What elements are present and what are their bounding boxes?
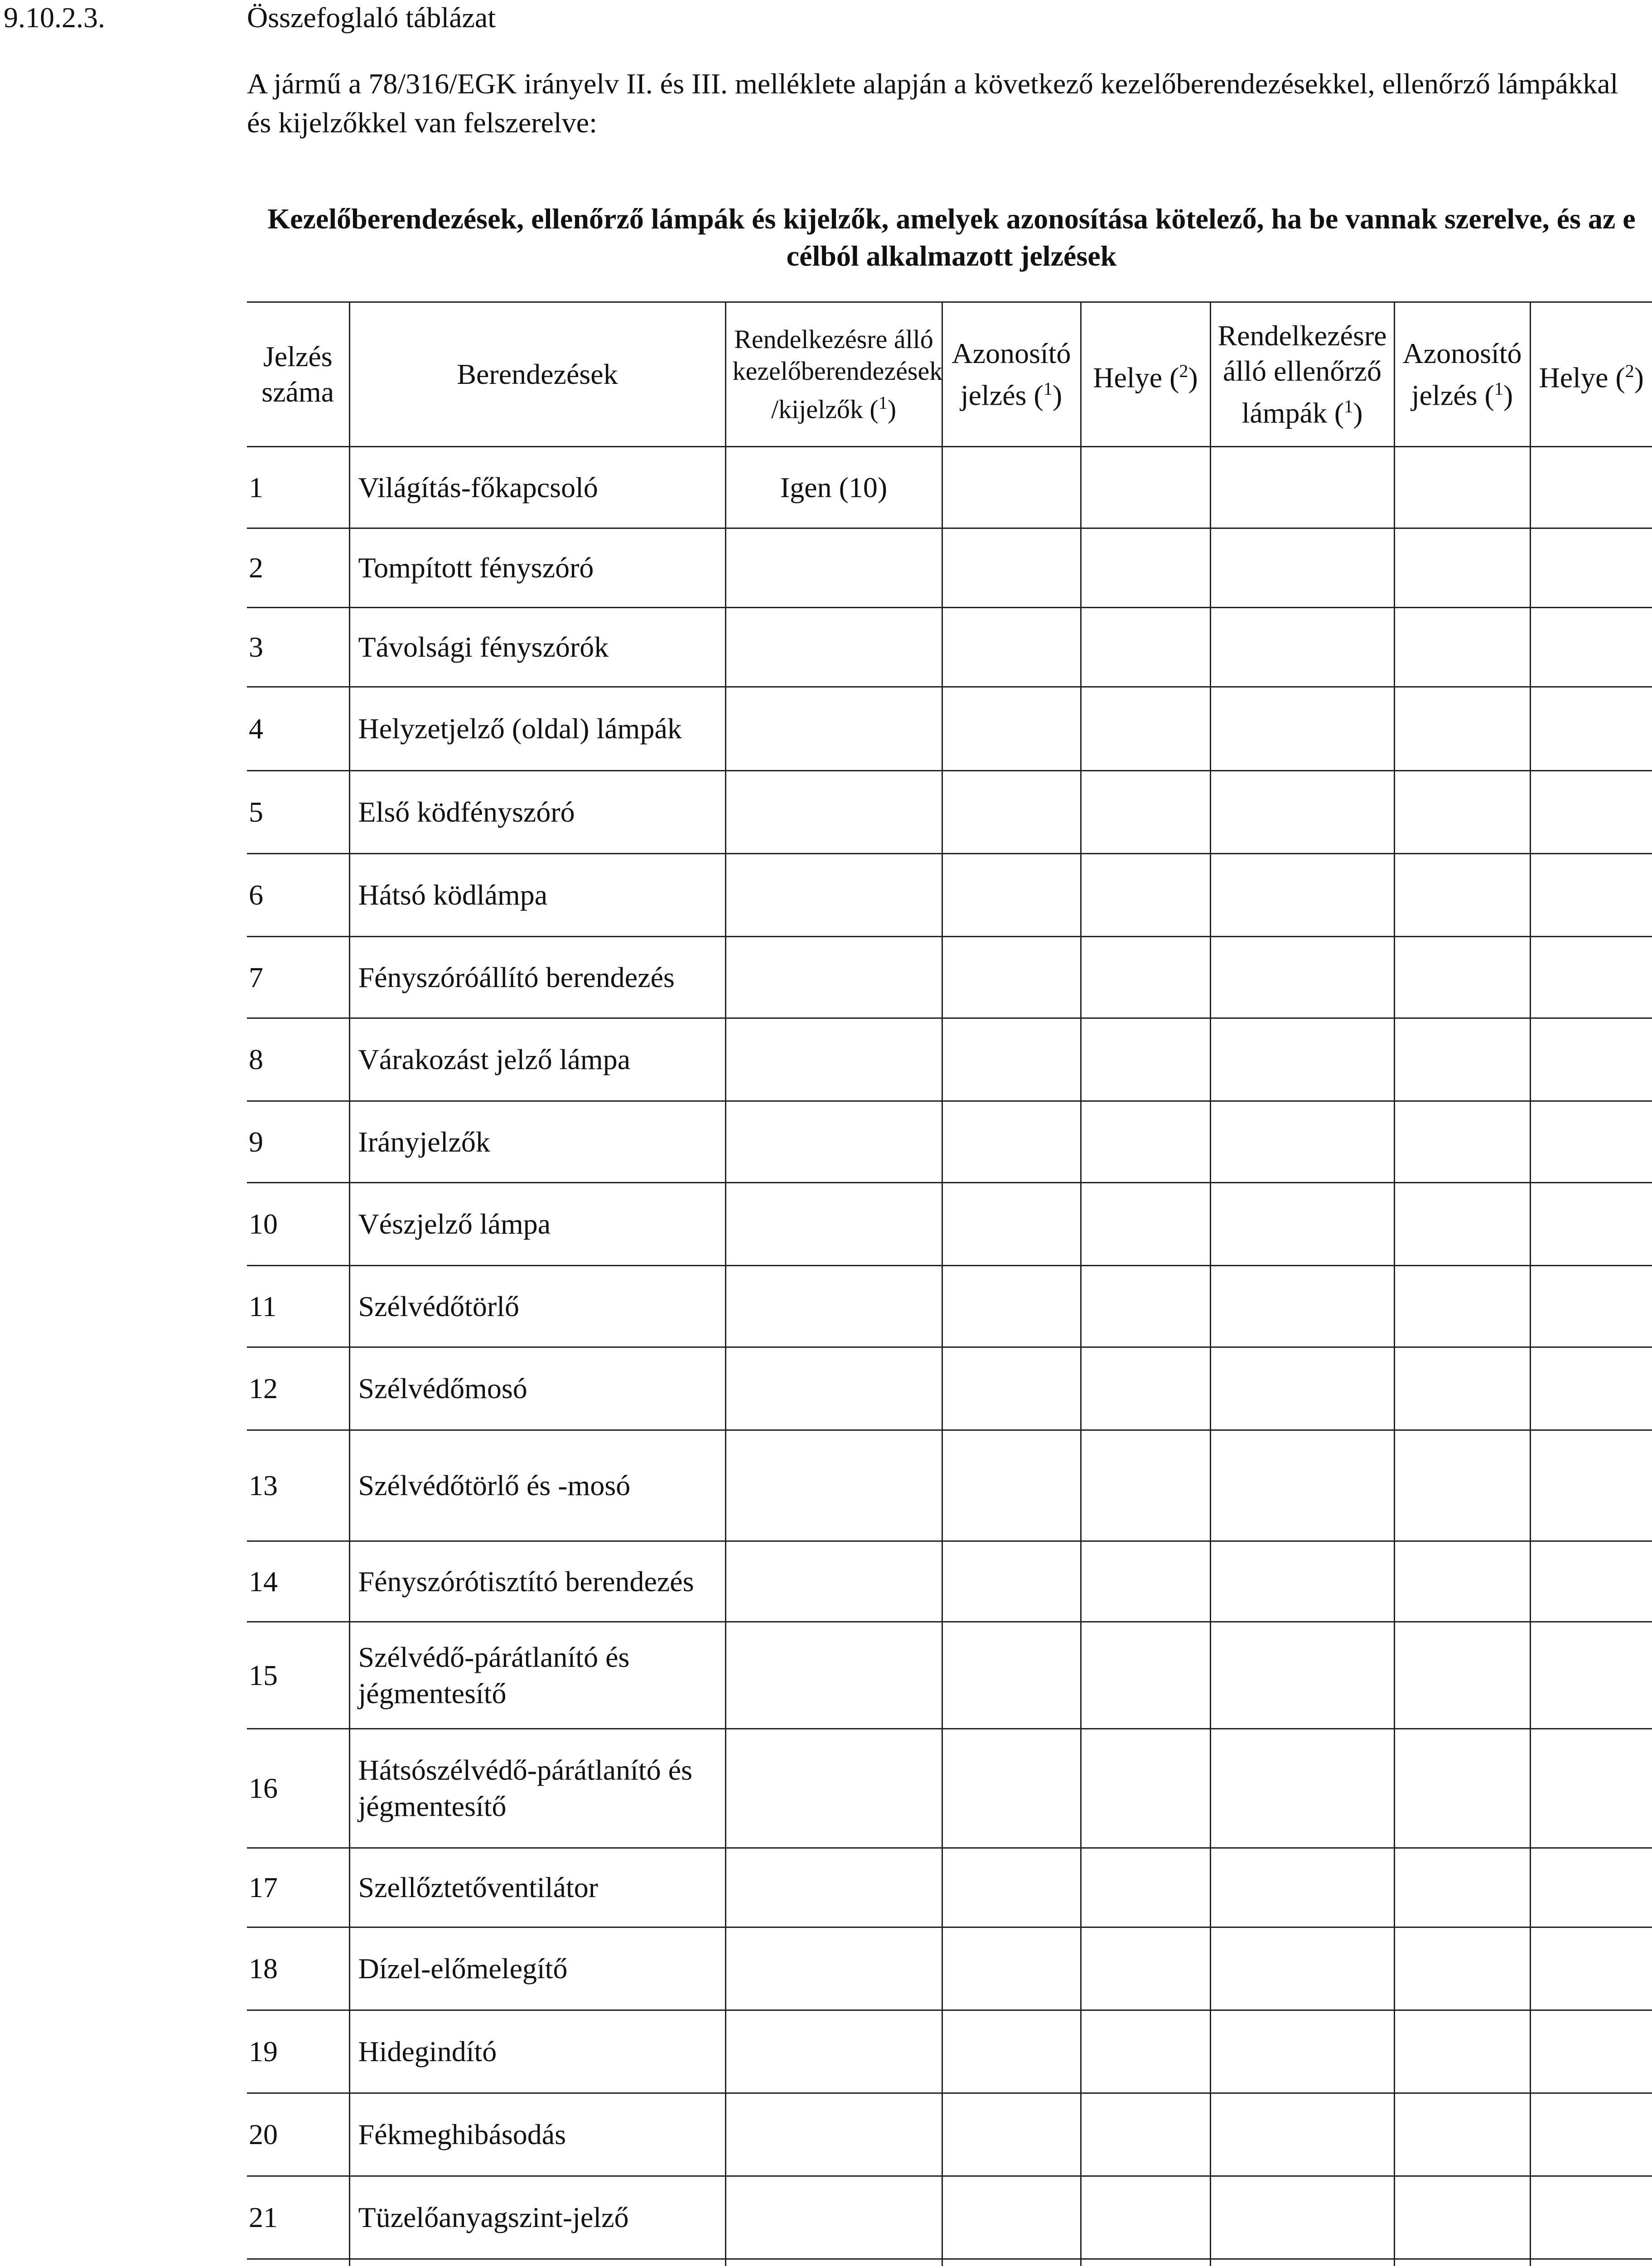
table-row: [247, 1430, 1652, 1541]
location-cell: [1081, 1430, 1210, 1541]
location-cell: [1081, 1101, 1210, 1183]
device-name-cell: Helyzetjelző (oldal) lámpák: [349, 687, 725, 771]
identification-mark-2-cell: [1394, 1430, 1530, 1541]
device-name-cell: Világítás-főkapcsoló: [349, 447, 725, 528]
identification-mark-cell: [942, 528, 1081, 608]
signal-number-cell: [247, 2259, 349, 2266]
identification-mark-2-cell: [1394, 1541, 1530, 1622]
signal-number-cell: 4: [247, 687, 349, 771]
device-name-cell: Tüzelőanyagszint-jelző: [349, 2176, 725, 2259]
table-row: [247, 1347, 1652, 1430]
location-cell: [1081, 608, 1210, 687]
identification-mark-2-cell: [1394, 771, 1530, 854]
signal-number-cell: 7: [247, 937, 349, 1018]
table-row: [247, 2093, 1652, 2176]
location-2-cell: [1530, 1430, 1652, 1541]
device-name-cell: Szélvédő-párátlanító és jégmentesítő: [349, 1622, 725, 1729]
available-controls-cell: [725, 1541, 942, 1622]
identification-mark-2-cell: [1394, 1848, 1530, 1927]
summary-table: [247, 301, 1652, 2266]
signal-number-cell: 6: [247, 854, 349, 937]
available-telltales-cell: [1210, 771, 1394, 854]
location-2-cell: [1530, 1927, 1652, 2010]
location-cell: [1081, 2010, 1210, 2093]
device-name-cell: Szélvédőmosó: [349, 1347, 725, 1430]
location-cell: [1081, 2176, 1210, 2259]
available-telltales-cell: [1210, 1541, 1394, 1622]
header-signal-number: Jelzés száma: [247, 302, 349, 447]
location-cell: [1081, 2259, 1210, 2266]
header-available-controls: Rendelkezésre álló kezelőberendezések /kijelzők ($^1$): [725, 302, 942, 447]
identification-mark-cell: [942, 1101, 1081, 1183]
location-2-cell: [1530, 2093, 1652, 2176]
identification-mark-2-cell: [1394, 608, 1530, 687]
identification-mark-cell: [942, 1430, 1081, 1541]
location-cell: [1081, 1018, 1210, 1101]
identification-mark-cell: [942, 1729, 1081, 1848]
available-telltales-cell: [1210, 1347, 1394, 1430]
table-row: [247, 1183, 1652, 1266]
available-controls-cell: [725, 1927, 942, 2010]
available-controls-cell: [725, 1101, 942, 1183]
available-controls-cell: [725, 1848, 942, 1927]
identification-mark-2-cell: [1394, 2259, 1530, 2266]
identification-mark-2-cell: [1394, 1266, 1530, 1347]
signal-number-cell: 16: [247, 1729, 349, 1848]
identification-mark-cell: [942, 771, 1081, 854]
location-2-cell: [1530, 2259, 1652, 2266]
device-name-cell: Szélvédőtörlő és -mosó: [349, 1430, 725, 1541]
available-telltales-cell: [1210, 2176, 1394, 2259]
device-name-cell: [349, 2259, 725, 2266]
available-telltales-cell: [1210, 2010, 1394, 2093]
device-name-cell: Szélvédőtörlő: [349, 1266, 725, 1347]
location-2-cell: [1530, 1266, 1652, 1347]
location-2-cell: [1530, 937, 1652, 1018]
identification-mark-cell: [942, 2259, 1081, 2266]
identification-mark-2-cell: [1394, 2093, 1530, 2176]
identification-mark-cell: [942, 1183, 1081, 1266]
available-telltales-cell: [1210, 1266, 1394, 1347]
identification-mark-cell: [942, 2093, 1081, 2176]
table-row: [247, 2259, 1652, 2266]
location-2-cell: [1530, 1101, 1652, 1183]
available-telltales-cell: [1210, 854, 1394, 937]
identification-mark-2-cell: [1394, 1927, 1530, 2010]
location-cell: [1081, 528, 1210, 608]
available-telltales-cell: [1210, 528, 1394, 608]
location-2-cell: [1530, 1729, 1652, 1848]
identification-mark-2-cell: [1394, 528, 1530, 608]
identification-mark-cell: [942, 1541, 1081, 1622]
signal-number-cell: 1: [247, 447, 349, 528]
available-controls-cell: [725, 1430, 942, 1541]
location-2-cell: [1530, 1848, 1652, 1927]
location-2-cell: [1530, 2010, 1652, 2093]
signal-number-cell: 12: [247, 1347, 349, 1430]
section-number: 9.10.2.3.: [4, 1, 105, 34]
location-2-cell: [1530, 1347, 1652, 1430]
signal-number-cell: 19: [247, 2010, 349, 2093]
location-cell: [1081, 1541, 1210, 1622]
available-telltales-cell: [1210, 937, 1394, 1018]
device-name-cell: Dízel-előmelegítő: [349, 1927, 725, 2010]
device-name-cell: Irányjelzők: [349, 1101, 725, 1183]
device-name-cell: Távolsági fényszórók: [349, 608, 725, 687]
location-cell: [1081, 1266, 1210, 1347]
location-2-cell: [1530, 1622, 1652, 1729]
location-2-cell: [1530, 608, 1652, 687]
identification-mark-2-cell: [1394, 1018, 1530, 1101]
table-row: [247, 771, 1652, 854]
available-telltales-cell: [1210, 2093, 1394, 2176]
available-controls-cell: [725, 608, 942, 687]
identification-mark-2-cell: [1394, 1622, 1530, 1729]
device-name-cell: Fékmeghibásodás: [349, 2093, 725, 2176]
device-name-cell: Vészjelző lámpa: [349, 1183, 725, 1266]
header-devices: Berendezések: [349, 302, 725, 447]
location-cell: [1081, 687, 1210, 771]
location-cell: [1081, 1729, 1210, 1848]
header-location-2: Helye ($^2$): [1530, 302, 1652, 447]
table-heading: Kezelőberendezések, ellenőrző lámpák és kijelzők, amelyek azonosítása kötelező, ha be vannak szerelve, és az e célból alkalmazott jelzések: [267, 203, 1636, 272]
available-controls-cell: [725, 771, 942, 854]
location-2-cell: [1530, 1541, 1652, 1622]
table-row: [247, 1622, 1652, 1729]
identification-mark-2-cell: [1394, 854, 1530, 937]
identification-mark-cell: [942, 1266, 1081, 1347]
table-row: [247, 1848, 1652, 1927]
signal-number-cell: 3: [247, 608, 349, 687]
table-row: [247, 2010, 1652, 2093]
location-cell: [1081, 1927, 1210, 2010]
available-controls-cell: [725, 528, 942, 608]
available-controls-cell: [725, 2010, 942, 2093]
available-controls-cell: [725, 1266, 942, 1347]
identification-mark-cell: [942, 608, 1081, 687]
table-row: [247, 937, 1652, 1018]
signal-number-cell: 10: [247, 1183, 349, 1266]
device-name-cell: Várakozást jelző lámpa: [349, 1018, 725, 1101]
table-row: [247, 1266, 1652, 1347]
identification-mark-2-cell: [1394, 2010, 1530, 2093]
identification-mark-2-cell: [1394, 1183, 1530, 1266]
available-controls-cell: [725, 2259, 942, 2266]
location-2-cell: [1530, 854, 1652, 937]
identification-mark-cell: [942, 1018, 1081, 1101]
table-header-row: [247, 302, 1652, 447]
location-cell: [1081, 1848, 1210, 1927]
identification-mark-2-cell: [1394, 1729, 1530, 1848]
available-telltales-cell: [1210, 1018, 1394, 1101]
signal-number-cell: 8: [247, 1018, 349, 1101]
table-row: [247, 447, 1652, 528]
signal-number-cell: 15: [247, 1622, 349, 1729]
table-row: [247, 1927, 1652, 2010]
available-telltales-cell: [1210, 447, 1394, 528]
available-controls-cell: [725, 1183, 942, 1266]
available-telltales-cell: [1210, 1927, 1394, 2010]
signal-number-cell: 14: [247, 1541, 349, 1622]
table-row: [247, 1541, 1652, 1622]
table-row: [247, 687, 1652, 771]
location-2-cell: [1530, 528, 1652, 608]
signal-number-cell: 18: [247, 1927, 349, 2010]
available-telltales-cell: [1210, 687, 1394, 771]
available-controls-cell: [725, 1622, 942, 1729]
device-name-cell: Első ködfényszóró: [349, 771, 725, 854]
header-available-telltales: Rendelkezésre álló ellenőrző lámpák ($^1$): [1210, 302, 1394, 447]
available-controls-cell: [725, 1018, 942, 1101]
signal-number-cell: 11: [247, 1266, 349, 1347]
signal-number-cell: 17: [247, 1848, 349, 1927]
available-controls-cell: [725, 1347, 942, 1430]
table-row: [247, 854, 1652, 937]
available-telltales-cell: [1210, 1183, 1394, 1266]
available-telltales-cell: [1210, 1622, 1394, 1729]
location-2-cell: [1530, 687, 1652, 771]
table-row: [247, 608, 1652, 687]
identification-mark-cell: [942, 2010, 1081, 2093]
header-identification-mark: Azonosító jelzés ($^1$): [942, 302, 1081, 447]
available-telltales-cell: [1210, 1729, 1394, 1848]
identification-mark-cell: [942, 1927, 1081, 2010]
table-row: [247, 1101, 1652, 1183]
available-controls-cell: [725, 2176, 942, 2259]
device-name-cell: Fényszóróállító berendezés: [349, 937, 725, 1018]
identification-mark-2-cell: [1394, 687, 1530, 771]
device-name-cell: Hátsószélvédő-párátlanító és jégmentesítő: [349, 1729, 725, 1848]
location-cell: [1081, 1622, 1210, 1729]
signal-number-cell: 13: [247, 1430, 349, 1541]
available-telltales-cell: [1210, 1101, 1394, 1183]
identification-mark-cell: [942, 2176, 1081, 2259]
identification-mark-cell: [942, 447, 1081, 528]
location-2-cell: [1530, 447, 1652, 528]
identification-mark-2-cell: [1394, 447, 1530, 528]
identification-mark-cell: [942, 687, 1081, 771]
available-telltales-cell: [1210, 2259, 1394, 2266]
identification-mark-2-cell: [1394, 1347, 1530, 1430]
available-controls-cell: [725, 937, 942, 1018]
location-cell: [1081, 2093, 1210, 2176]
available-telltales-cell: [1210, 1848, 1394, 1927]
location-cell: [1081, 447, 1210, 528]
signal-number-cell: 20: [247, 2093, 349, 2176]
identification-mark-cell: [942, 937, 1081, 1018]
header-identification-mark-2: Azonosító jelzés ($^1$): [1394, 302, 1530, 447]
intro-paragraph: A jármű a 78/316/EGK irányelv II. és III. melléklete alapján a következő kezelőberendezésekkel, ellenőrző lámpákkal és kijelzőkkel van felszerelve:: [247, 68, 1618, 139]
location-2-cell: [1530, 1183, 1652, 1266]
table-row: [247, 528, 1652, 608]
table-row: [247, 2176, 1652, 2259]
available-telltales-cell: [1210, 1430, 1394, 1541]
header-location: Helye ($^2$): [1081, 302, 1210, 447]
available-controls-cell: [725, 687, 942, 771]
identification-mark-2-cell: [1394, 1101, 1530, 1183]
location-2-cell: [1530, 2176, 1652, 2259]
table-row: [247, 1018, 1652, 1101]
device-name-cell: Tompított fényszóró: [349, 528, 725, 608]
available-controls-cell: [725, 854, 942, 937]
identification-mark-2-cell: [1394, 937, 1530, 1018]
available-controls-cell: [725, 1729, 942, 1848]
signal-number-cell: 9: [247, 1101, 349, 1183]
location-cell: [1081, 1183, 1210, 1266]
identification-mark-cell: [942, 854, 1081, 937]
location-cell: [1081, 854, 1210, 937]
section-title: Összefoglaló táblázat: [247, 1, 496, 34]
identification-mark-cell: [942, 1347, 1081, 1430]
location-cell: [1081, 937, 1210, 1018]
available-controls-cell: Igen (10): [725, 447, 942, 528]
device-name-cell: Hidegindító: [349, 2010, 725, 2093]
identification-mark-cell: [942, 1622, 1081, 1729]
signal-number-cell: 5: [247, 771, 349, 854]
available-controls-cell: [725, 2093, 942, 2176]
identification-mark-2-cell: [1394, 2176, 1530, 2259]
signal-number-cell: 21: [247, 2176, 349, 2259]
device-name-cell: Szellőztetőventilátor: [349, 1848, 725, 1927]
signal-number-cell: 2: [247, 528, 349, 608]
table-row: [247, 1729, 1652, 1848]
available-telltales-cell: [1210, 608, 1394, 687]
device-name-cell: Hátsó ködlámpa: [349, 854, 725, 937]
location-cell: [1081, 1347, 1210, 1430]
device-name-cell: Fényszórótisztító berendezés: [349, 1541, 725, 1622]
location-cell: [1081, 771, 1210, 854]
location-2-cell: [1530, 771, 1652, 854]
location-2-cell: [1530, 1018, 1652, 1101]
identification-mark-cell: [942, 1848, 1081, 1927]
